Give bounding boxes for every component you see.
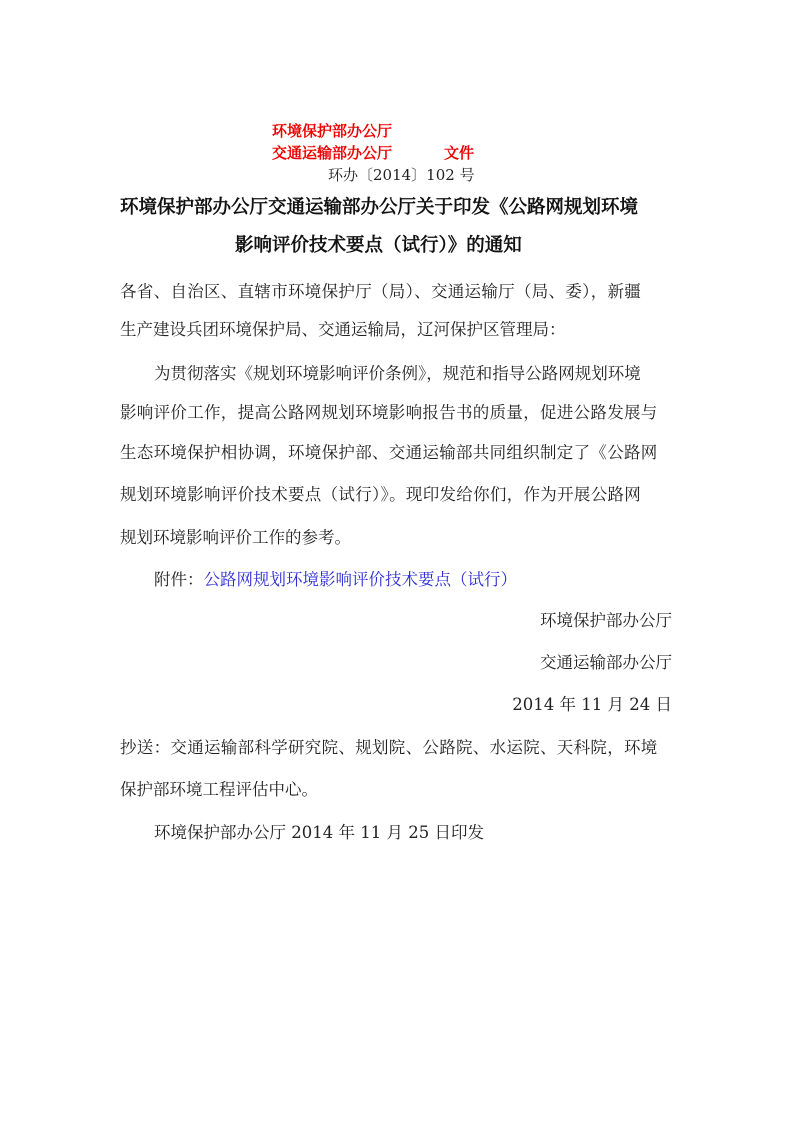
attachment-label: 附件：: [154, 570, 204, 589]
body-line: 生态环境保护相协调，环境保护部、交通运输部共同组织制定了《公路网: [120, 443, 658, 462]
recipients-line-2: 生产建设兵团环境保护局、交通运输局，辽河保护区管理局：: [120, 320, 566, 339]
title-line-2: 影响评价技术要点（试行）》的通知: [235, 235, 522, 256]
issuer-1: 环境保护部办公厅: [272, 122, 393, 140]
recipients-line-1: 各省、自治区、直辖市环境保护厅（局）、交通运输厅（局、委），新疆: [120, 282, 642, 301]
doc-type: 文件: [444, 144, 475, 162]
attachment-link[interactable]: 公路网规划环境影响评价技术要点（试行）: [203, 570, 517, 589]
signature-date: 2014 年 11 月 24 日: [512, 695, 672, 714]
doc-number: 环办〔2014〕102 号: [328, 166, 475, 184]
body-line: 规划环境影响评价技术要点（试行）》。现印发给你们，作为开展公路网: [120, 485, 642, 504]
signature-org-1: 环境保护部办公厅: [540, 611, 672, 630]
title-line-1: 环境保护部办公厅交通运输部办公厅关于印发《公路网规划环境: [120, 197, 639, 218]
signature-org-2: 交通运输部办公厅: [540, 653, 672, 672]
printed-note: 环境保护部办公厅 2014 年 11 月 25 日印发: [154, 823, 484, 842]
attachment: [154, 570, 517, 590]
cc-line-2: 保护部环境工程评估中心。: [120, 780, 318, 799]
issuer-2: 交通运输部办公厅: [272, 144, 393, 162]
body-line: 规划环境影响评价工作的参考。: [120, 528, 351, 547]
body-line: 为贯彻落实《规划环境影响评价条例》，规范和指导公路网规划环境: [154, 364, 641, 383]
cc-line-1: 抄送：交通运输部科学研究院、规划院、公路院、水运院、天科院，环境: [120, 738, 658, 757]
body-line: 影响评价工作，提高公路网规划环境影响报告书的质量，促进公路发展与: [120, 403, 658, 422]
